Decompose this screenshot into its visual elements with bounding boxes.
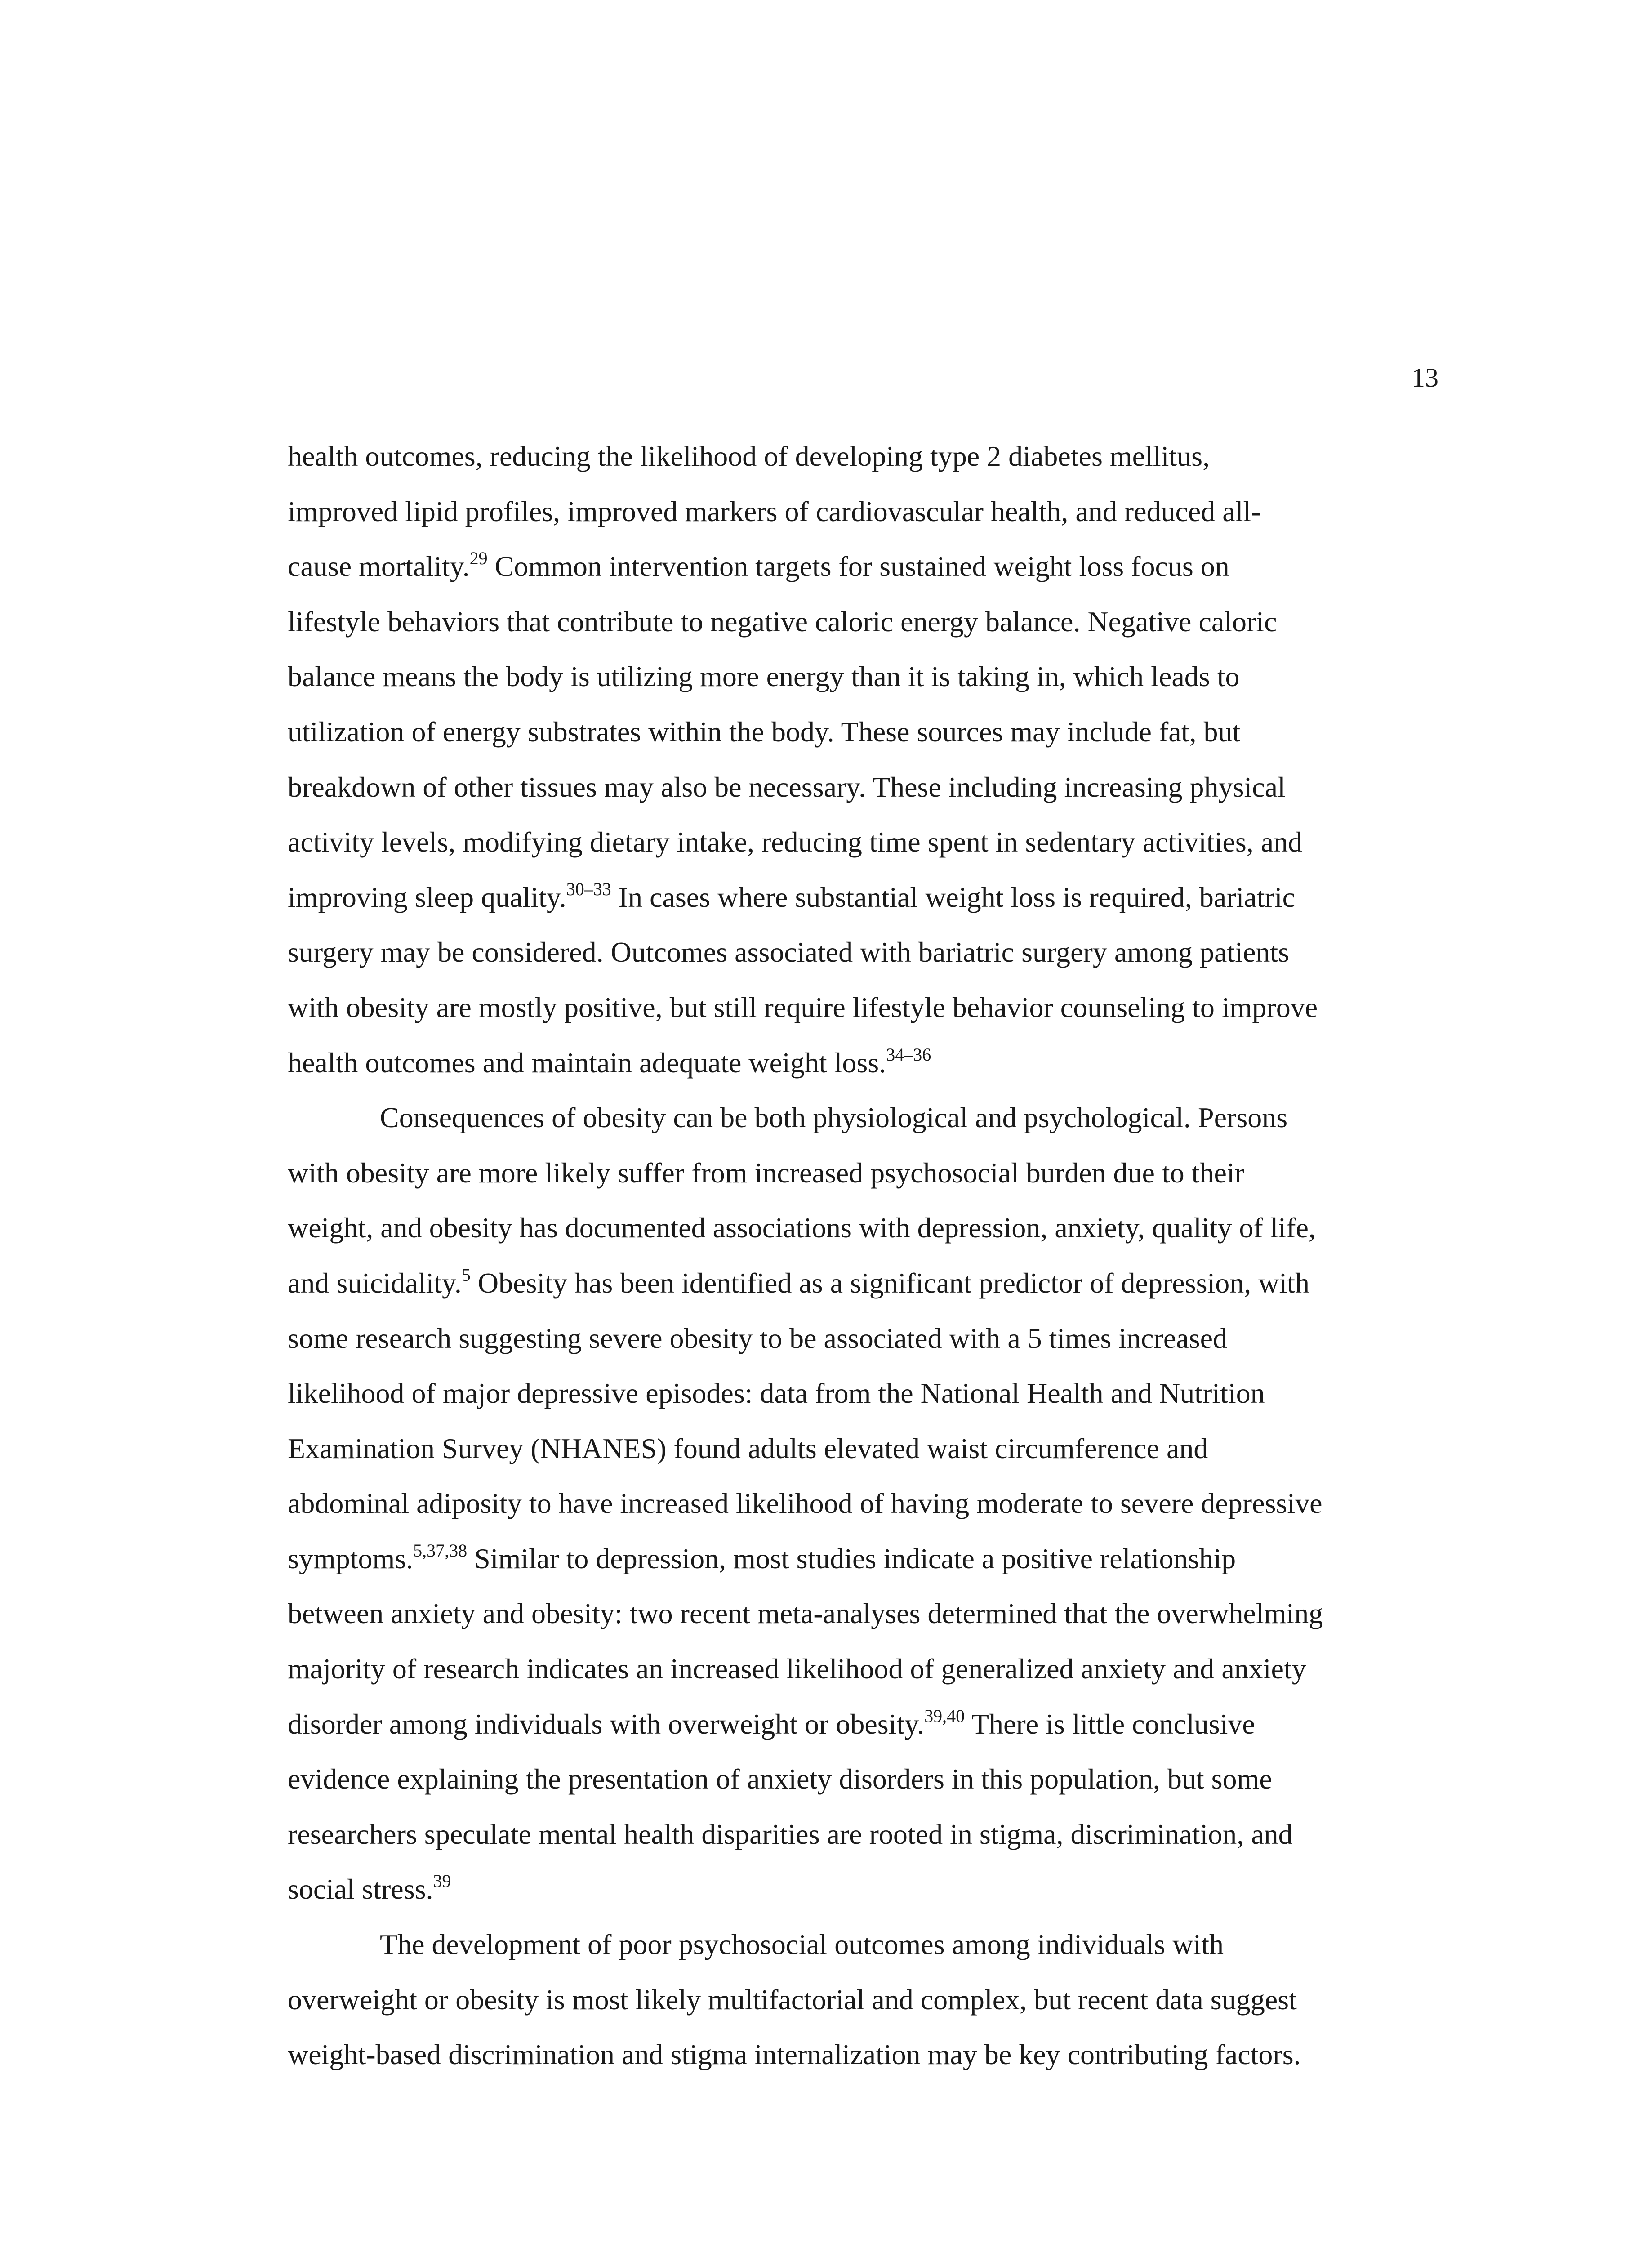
line-text: health outcomes and maintain adequate weight loss. <box>288 1046 886 1079</box>
text-line <box>288 771 1438 829</box>
text-line <box>288 1044 1438 1105</box>
line-text: surgery may be considered. Outcomes associated with bariatric surgery among patients <box>288 936 1290 968</box>
citation-superscript: 29 <box>469 548 488 569</box>
line-text: with obesity are mostly positive, but still require lifestyle behavior counseling to improve <box>288 991 1318 1023</box>
line-text: weight, and obesity has documented associations with depression, anxiety, quality of life, <box>288 1212 1316 1244</box>
line-text: between anxiety and obesity: two recent meta-analyses determined that the overwhelming <box>288 1597 1323 1630</box>
citation-superscript: 39 <box>433 1871 451 1891</box>
citation-superscript: 5 <box>461 1264 471 1285</box>
text-line <box>288 879 1438 939</box>
line-text: health outcomes, reducing the likelihood of developing type 2 diabetes mellitus, <box>288 440 1210 472</box>
text-line <box>288 1322 1438 1380</box>
line-text: evidence explaining the presentation of anxiety disorders in this population, but some <box>288 1763 1272 1795</box>
line-text-continued: Obesity has been identified as a significant predictor of depression, with <box>470 1267 1310 1299</box>
line-text: social stress. <box>288 1873 433 1905</box>
line-text: cause mortality. <box>288 550 470 583</box>
line-text: activity levels, modifying dietary intake, reducing time spent in sedentary activities, and <box>288 826 1303 858</box>
line-text: Examination Survey (NHANES) found adults elevated waist circumference and <box>288 1432 1208 1464</box>
text-line <box>288 1597 1438 1655</box>
text-line <box>288 826 1438 884</box>
body-text <box>288 440 1438 2096</box>
text-line <box>288 1540 1438 1601</box>
text-line <box>288 548 1438 608</box>
citation-superscript: 34–36 <box>886 1044 931 1065</box>
line-text: weight-based discrimination and stigma internalization may be key contributing factors. <box>288 2038 1301 2071</box>
line-text-continued: In cases where substantial weight loss is required, bariatric <box>611 881 1296 913</box>
text-line <box>288 1818 1438 1876</box>
text-line <box>288 1705 1438 1766</box>
text-line <box>288 1432 1438 1490</box>
line-text: overweight or obesity is most likely multifactorial and complex, but recent data suggest <box>288 1983 1297 2016</box>
paragraph-first-line <box>288 1928 1438 1986</box>
citation-superscript: 30–33 <box>566 879 611 899</box>
text-line <box>288 1871 1438 1931</box>
text-line <box>288 605 1438 664</box>
line-text: improving sleep quality. <box>288 881 566 913</box>
text-line <box>288 1487 1438 1545</box>
line-text: breakdown of other tissues may also be necessary. These including increasing physical <box>288 771 1286 803</box>
text-line <box>288 715 1438 774</box>
text-line <box>288 2038 1438 2096</box>
text-line <box>288 1763 1438 1821</box>
paragraph-first-line <box>288 1104 1438 1160</box>
line-text: Consequences of obesity can be both physiological and psychological. Persons <box>380 1102 1288 1134</box>
line-text: abdominal adiposity to have increased likelihood of having moderate to severe depressive <box>288 1487 1322 1520</box>
line-text: researchers speculate mental health disparities are rooted in stigma, discrimination, and <box>288 1818 1293 1850</box>
line-text: The development of poor psychosocial outcomes among individuals with <box>380 1928 1224 1961</box>
line-text: majority of research indicates an increased likelihood of generalized anxiety and anxiety <box>288 1653 1306 1685</box>
line-text: lifestyle behaviors that contribute to negative caloric energy balance. Negative caloric <box>288 605 1277 638</box>
text-line <box>288 1264 1438 1325</box>
line-text: with obesity are more likely suffer from increased psychosocial burden due to their <box>288 1156 1244 1189</box>
line-text: balance means the body is utilizing more energy than it is taking in, which leads to <box>288 660 1240 693</box>
line-text: symptoms. <box>288 1542 414 1574</box>
text-line <box>288 1214 1438 1270</box>
text-line <box>288 495 1438 553</box>
line-text: utilization of energy substrates within the body. These sources may include fat, but <box>288 715 1241 748</box>
line-text-continued: There is little conclusive <box>965 1708 1255 1740</box>
line-text: and suicidality. <box>288 1267 462 1299</box>
citation-superscript: 39,40 <box>924 1705 965 1726</box>
text-line <box>288 936 1438 994</box>
line-text: disorder among individuals with overweight or obesity. <box>288 1708 925 1740</box>
line-text: likelihood of major depressive episodes: data from the National Health and Nutrition <box>288 1377 1265 1409</box>
text-line <box>288 1156 1438 1215</box>
citation-superscript: 5,37,38 <box>413 1540 468 1561</box>
line-text-continued: Similar to depression, most studies indicate a positive relationship <box>467 1542 1236 1574</box>
text-line <box>288 660 1438 718</box>
line-text-continued: Common intervention targets for sustained weight loss focus on <box>487 550 1229 583</box>
text-line <box>288 440 1438 498</box>
line-text: some research suggesting severe obesity to be associated with a 5 times increased <box>288 1322 1227 1354</box>
page-number: 13 <box>1412 363 1438 393</box>
text-line <box>288 1377 1438 1435</box>
line-text: improved lipid profiles, improved markers of cardiovascular health, and reduced all- <box>288 495 1261 527</box>
text-line <box>288 991 1438 1049</box>
text-line <box>288 1983 1438 2042</box>
text-line <box>288 1655 1438 1711</box>
